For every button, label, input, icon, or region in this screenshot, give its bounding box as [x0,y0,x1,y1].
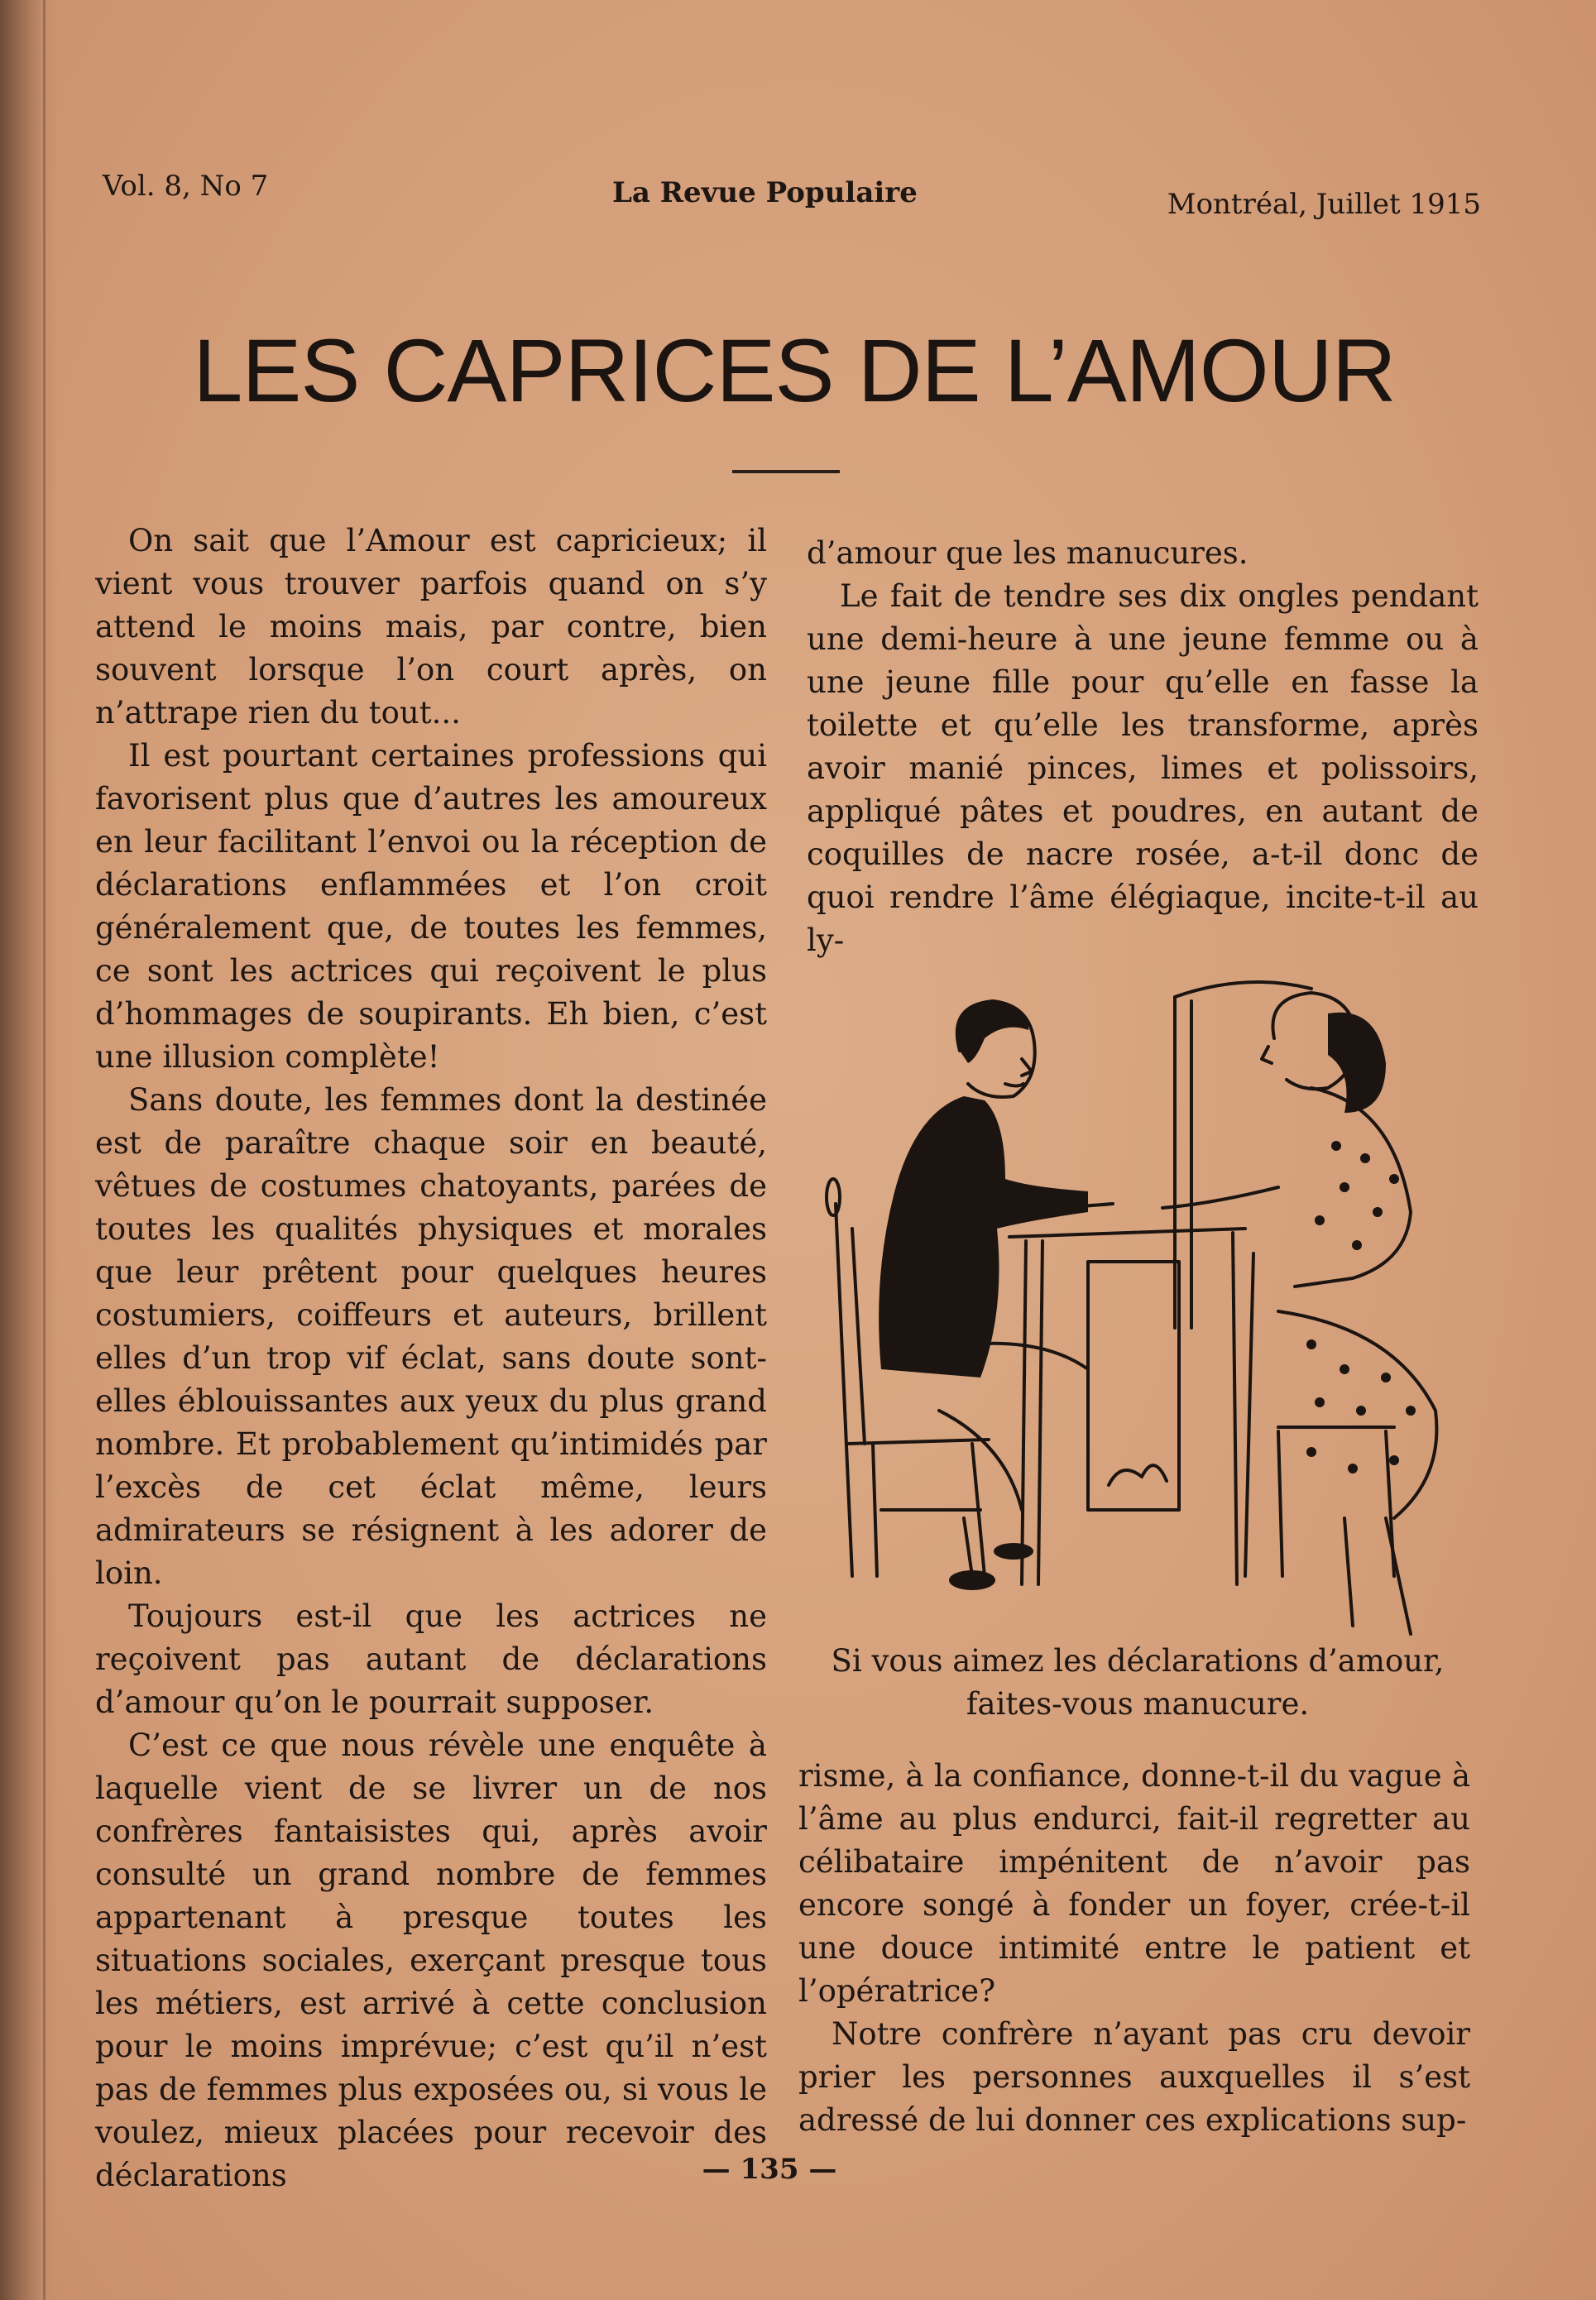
running-header [99,170,1481,219]
paragraph-continued: d’amour que les manucures. [807,535,1249,571]
paragraph: On sait que l’Amour est capricieux; il vient vous trouver parfois quand on s’y attend le moins mais, par contre, bien souvent lorsque l’on court après, on n’attrape rien du tout... [95,523,767,731]
paragraph: C’est ce que nous révèle une enquête à laquelle vient de se livrer un de nos confrères fantaisistes qui, après avoir consulté un grand nombre de femmes appartenant à presque toutes les situations sociales, exerçant presque tous les métiers, est arrivé à cette conclusion pour le moins imprévue; c’est qu’il n’est pas de femmes plus exposées ou, si vous le voulez, mieux placées pour recevoir des déclarations [95,1727,767,2193]
manicure-illustration [815,980,1460,1642]
paragraph: Le fait de tendre ses dix ongles pendant une demi-heure à une jeune femme ou à une jeune fille pour qu’elle en fasse la toilette et qu’elle les transforme, après avoir manié pinces, limes et polissoirs, appliqué pâtes et poudres, en autant de coquilles de nacre rosée, a-t-il donc de quoi rendre l’âme élégiaque, incite-t-il au ly- [807,578,1479,958]
paragraph: Il est pourtant certaines professions qui favorisent plus que d’autres les amoureux en leur facilitant l’envoi ou la réception de déclarations enflammées et l’on croit généralement que, de toutes les femmes, ce sont les actrices qui reçoivent le plus d’hommages de soupirants. Eh bien, c’est une illusion complète! [95,738,767,1075]
column-right-top [807,532,1479,962]
article-title: LES CAPRICES DE L’AMOUR [193,320,1396,420]
volume-number: Vol. 8, No 7 [103,170,269,203]
paragraph: Sans doute, les femmes dont la destinée est de paraître chaque soir en beauté, vêtues de costumes chatoyants, parées de toutes les qualités physiques et morales que leur prêtent pour quelques heures costumiers, coiffeurs et auteurs, brillent elles d’un trop vif éclat, sans doute sont-elles éblouissantes aux yeux du plus grand nombre. Et probablement qu’intimidés par l’excès de cet éclat même, leurs admirateurs se résignent à les adorer de loin. [95,1082,767,1591]
title-rule [732,470,840,473]
paragraph-continued: risme, à la confiance, donne-t-il du vague à l’âme au plus endurci, fait-il regretter au célibataire impénitent de n’avoir pas encore songé à fonder un foyer, crée-t-il une douce intimité entre le patient et l’opératrice? [798,1758,1470,2009]
book-gutter [0,0,58,2300]
paragraph: Notre confrère n’ayant pas cru devoir prier les personnes auxquelles il s’est adressé de lui donner ces explications sup- [798,2016,1470,2138]
paragraph: Toujours est-il que les actrices ne reçoivent pas autant de déclarations d’amour qu’on le pourrait supposer. [95,1598,767,1720]
page-number: — 135 — [702,2153,837,2186]
column-right-bottom [798,1755,1470,2142]
illustration-caption: Si vous aimez les déclarations d’amour, faites-vous manucure. [831,1643,1445,1722]
publication-name: La Revue Populaire [612,176,918,209]
place-and-date: Montréal, Juillet 1915 [1167,188,1481,221]
column-left [95,520,767,2197]
gutter-fold-line [43,0,46,2300]
